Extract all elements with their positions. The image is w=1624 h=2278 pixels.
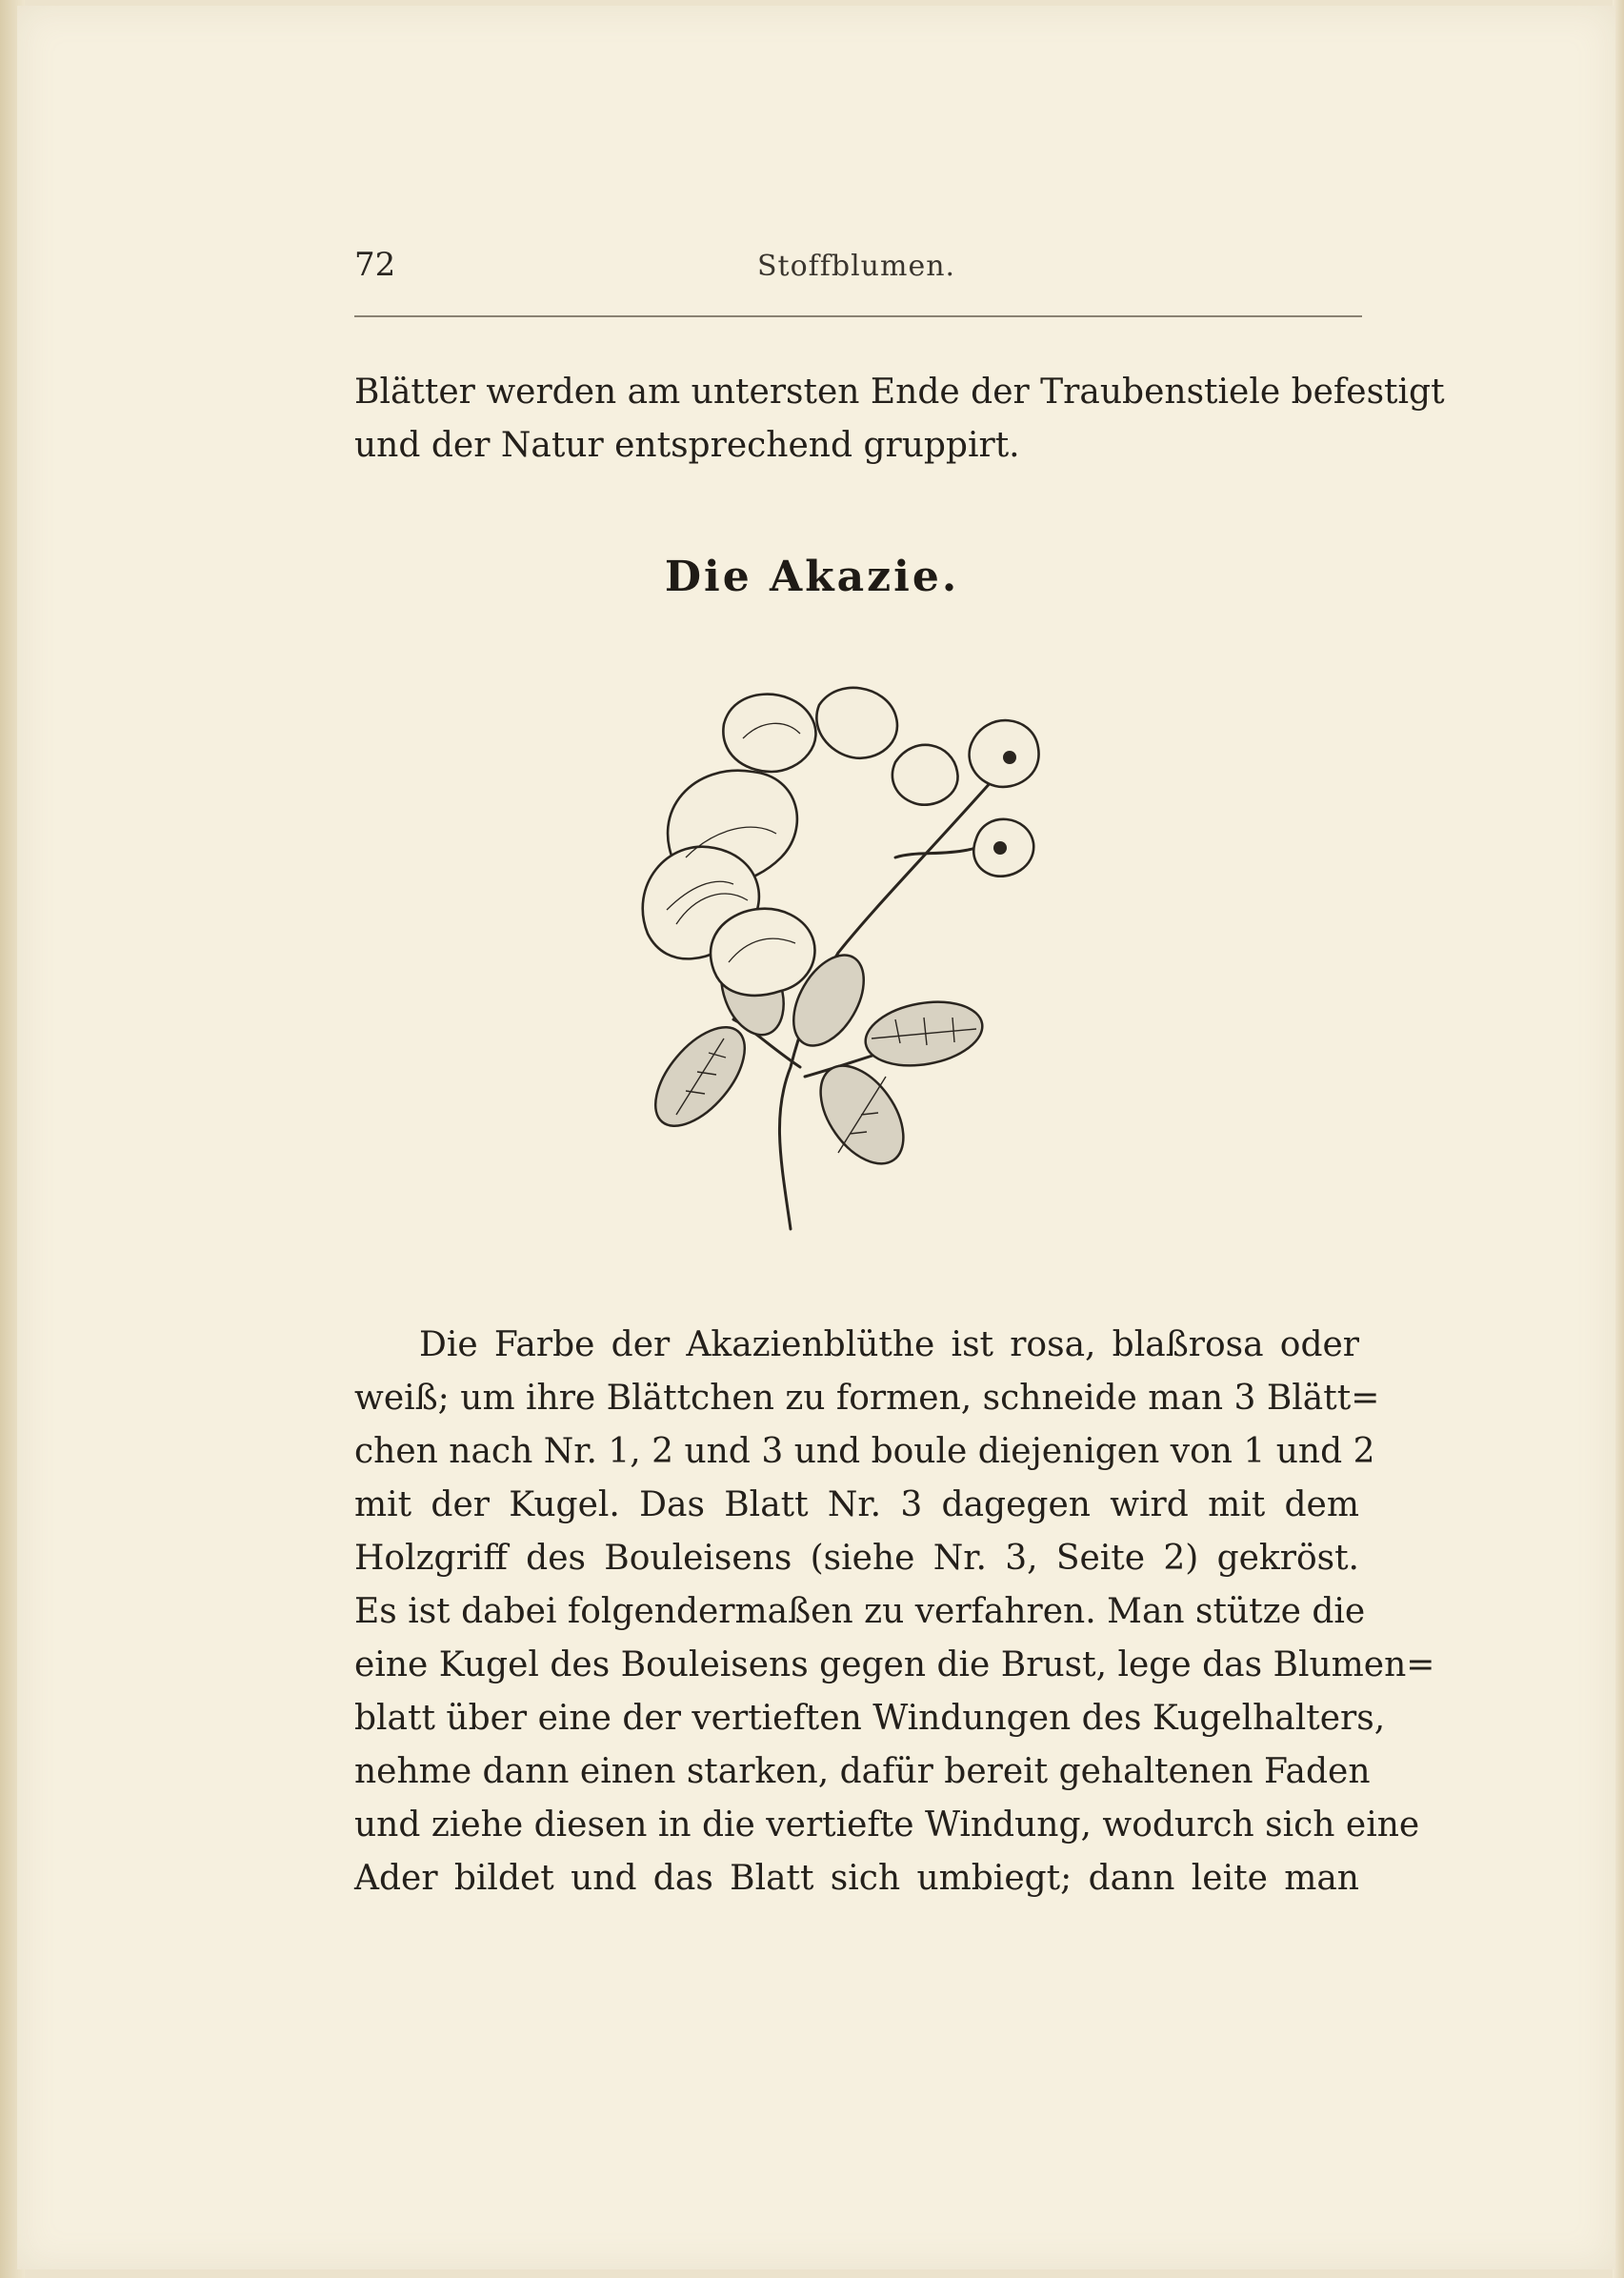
text-line: Holzgriff des Bouleisens (siehe Nr. 3, Seite 2) gekröst.: [354, 1539, 1359, 1578]
blossom: [970, 720, 1039, 787]
running-title: Stoffblumen.: [757, 250, 956, 283]
text-line: eine Kugel des Bouleisens gegen die Brust, lege das Blumen=: [354, 1645, 1435, 1684]
header-rule: [354, 315, 1362, 317]
text-line: blatt über eine der vertieften Windungen des Kugelhalters,: [354, 1699, 1386, 1738]
blossom: [892, 745, 958, 805]
text-line: chen nach Nr. 1, 2 und 3 und boule diejenigen von 1 und 2: [354, 1432, 1375, 1471]
text-line: Es ist dabei folgendermaßen zu verfahren. Man stütze die: [354, 1592, 1366, 1631]
body-paragraph: [354, 1319, 1435, 1905]
text-line: und ziehe diesen in die vertiefte Windung, wodurch sich eine: [354, 1805, 1420, 1845]
blossom-center: [1003, 751, 1016, 764]
text-line: weiß; um ihre Blättchen zu formen, schneide man 3 Blätt=: [354, 1379, 1380, 1418]
acacia-engraving: [610, 667, 1124, 1239]
blossom: [711, 909, 814, 996]
blossom-center: [993, 841, 1007, 855]
text-line: Blätter werden am untersten Ende der Traubenstiele befestigt: [354, 373, 1445, 412]
continuation-paragraph: [354, 366, 1445, 473]
section-title: Die Akazie.: [664, 553, 960, 601]
text-line: Die Farbe der Akazienblüthe ist rosa, blaßrosa oder: [419, 1325, 1359, 1364]
text-line: und der Natur entsprechend gruppirt.: [354, 426, 1020, 465]
text-line: mit der Kugel. Das Blatt Nr. 3 dagegen wird mit dem: [354, 1485, 1359, 1524]
page-number: 72: [354, 246, 396, 284]
text-line: nehme dann einen starken, dafür bereit gehaltenen Faden: [354, 1752, 1371, 1791]
acacia-illustration: [610, 667, 1124, 1239]
blossom: [723, 695, 815, 772]
text-line: Ader bildet und das Blatt sich umbiegt; dann leite man: [354, 1859, 1359, 1898]
blossom: [816, 688, 897, 758]
